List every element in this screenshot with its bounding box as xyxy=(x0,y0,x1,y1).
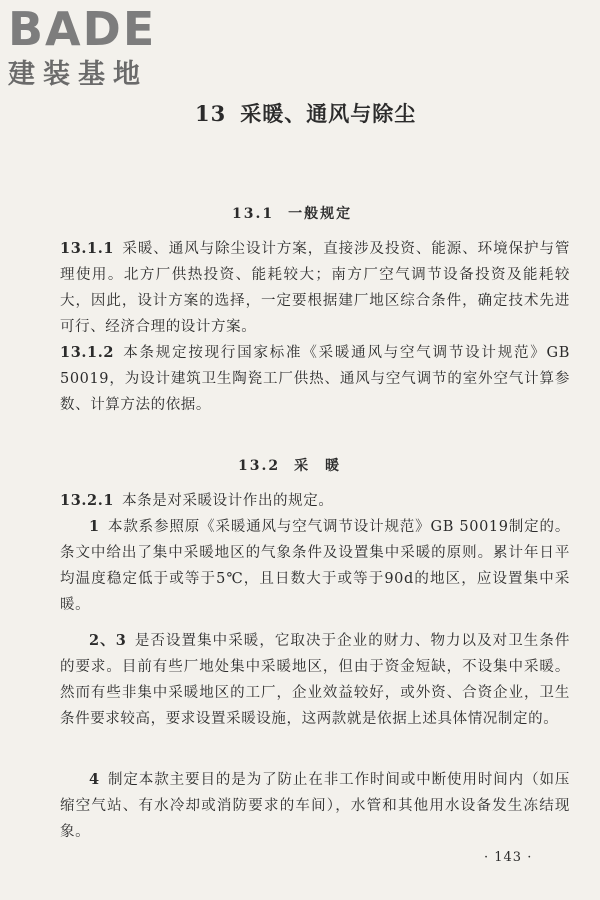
clause-text: 本条是对采暖设计作出的规定。 xyxy=(122,493,334,509)
clause-13-1-1 xyxy=(60,236,570,340)
clause-number: 13.1.1 xyxy=(60,240,115,257)
clause-text: 采暖、通风与除尘设计方案，直接涉及投资、能源、环境保护与管理使用。北方厂供热投资、能耗较大；南方厂空气调节设备投资及能耗较大，因此，设计方案的选择，一定要根据建厂地区综合条件，确定技术先进可行、经济合理的设计方案。 xyxy=(60,241,570,335)
site-logo xyxy=(8,4,178,92)
clause-number: 13.2.1 xyxy=(60,492,115,509)
chapter-number: 13 xyxy=(195,101,227,126)
page-number: · 143 · xyxy=(484,850,533,865)
section-heading-13-2 xyxy=(238,455,345,475)
chapter-title-text: 采暖、通风与除尘 xyxy=(240,101,417,126)
item-number: 2、3 xyxy=(89,632,127,649)
clause-text: 本条规定按现行国家标准《采暖通风与空气调节设计规范》GB 50019，为设计建筑卫生陶瓷工厂供热、通风与空气调节的室外空气计算参数、计算方法的依据。 xyxy=(60,345,570,413)
section-number: 13.1 xyxy=(232,206,275,222)
item-text: 是否设置集中采暖，它取决于企业的财力、物力以及对卫生条件的要求。目前有些厂地处集中采暖地区，但由于资金短缺，不设集中采暖。然而有些非集中采暖地区的工厂，企业效益较好，或外资、合资企业，卫生条件要求较高，要求设置采暖设施，这两款就是依据上述具体情况制定的。 xyxy=(60,633,570,727)
logo-subtitle: 建装基地 xyxy=(8,59,148,90)
section-number: 13.2 xyxy=(238,458,281,474)
item-number: 4 xyxy=(89,771,100,788)
item-1 xyxy=(60,514,570,618)
logo-mark: BADE xyxy=(8,2,157,56)
item-text: 本款系参照原《采暖通风与空气调节设计规范》GB 50019制定的。条文中给出了集中采暖地区的气象条件及设置集中采暖的原则。累计年日平均温度稳定低于或等于5℃，且日数大于或等于90d的地区，应设置集中采暖。 xyxy=(60,519,570,613)
section-title-text: 采 暖 xyxy=(294,458,345,474)
item-2-3 xyxy=(60,628,570,732)
chapter-title xyxy=(195,98,416,128)
item-text: 制定本款主要目的是为了防止在非工作时间或中断使用时间内（如压缩空气站、有水冷却或消防要求的车间），水管和其他用水设备发生冻结现象。 xyxy=(60,772,570,840)
item-4 xyxy=(60,767,570,845)
section-heading-13-1 xyxy=(232,203,352,223)
item-number: 1 xyxy=(89,518,100,535)
section-title-text: 一般规定 xyxy=(288,206,353,222)
clause-number: 13.1.2 xyxy=(60,344,115,361)
clause-13-2-1 xyxy=(60,488,570,514)
clause-13-1-2 xyxy=(60,340,570,418)
